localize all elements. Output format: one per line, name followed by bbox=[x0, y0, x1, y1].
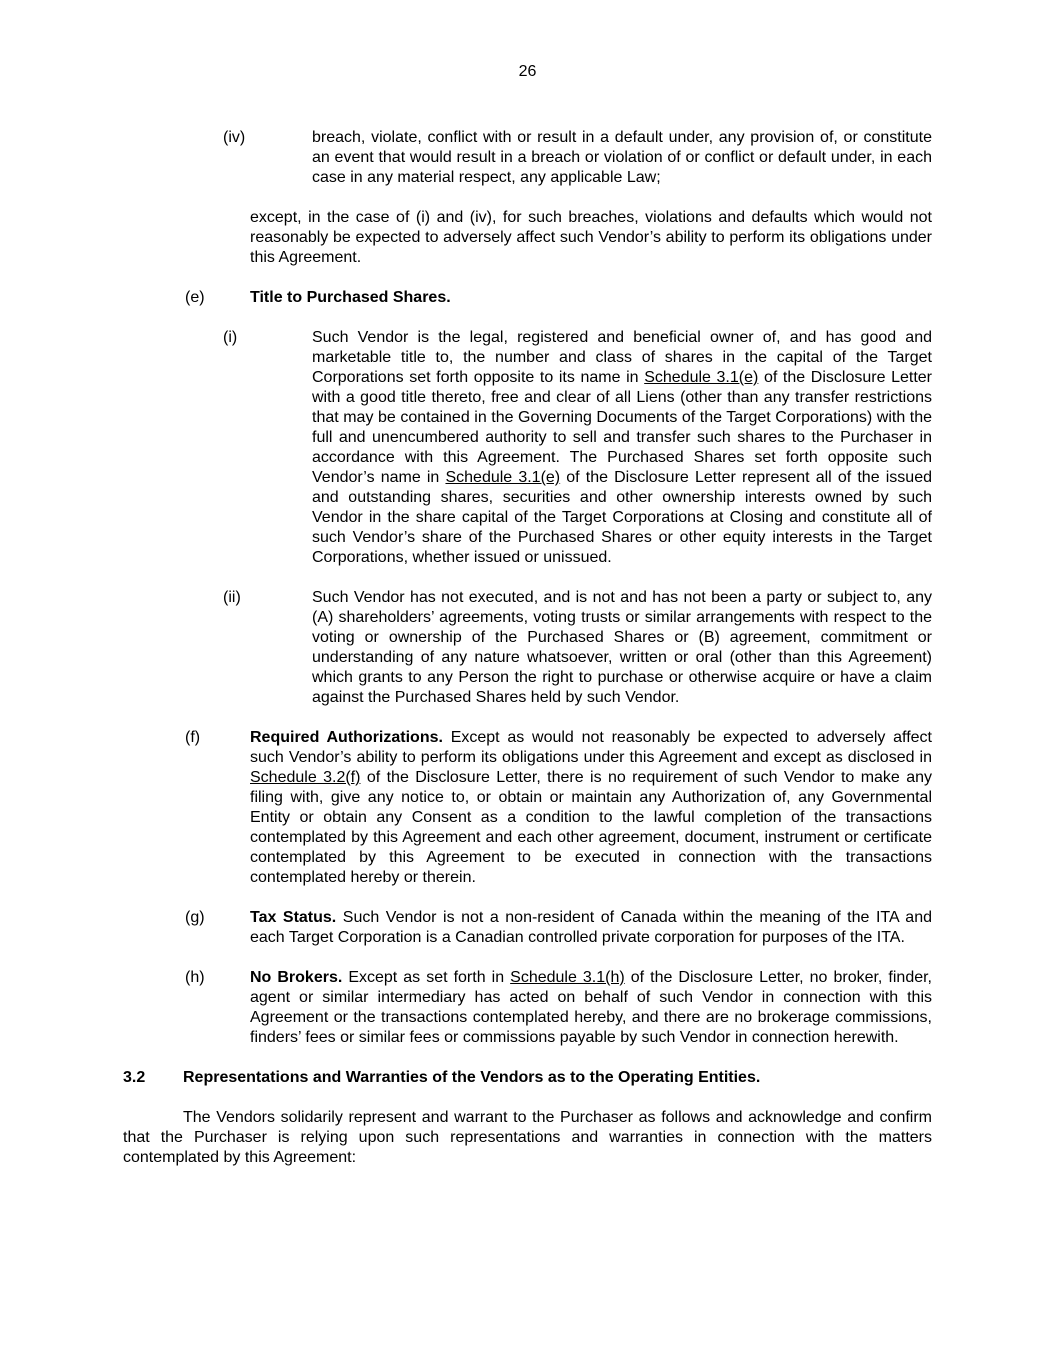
clause-g-text: Tax Status. Such Vendor is not a non-resident of Canada within the meaning of the ITA and each Target Corporation is a Canadian controlled private corporation for purposes of the ITA. bbox=[250, 909, 932, 946]
clause-h bbox=[123, 968, 932, 1048]
exception-paragraph bbox=[123, 208, 932, 268]
clause-e-ii bbox=[123, 588, 932, 708]
clause-g-label: (g) bbox=[185, 909, 205, 926]
clause-h-text: No Brokers. Except as set forth in Schedule 3.1(h) of the Disclosure Letter, no broker, finder, agent or similar intermediary has acted on behalf of such Vendor in connection with this Agreement or the transactions contemplated hereby, and there are no brokerage commissions, finders’ fees or similar fees or commissions payable by such Vendor in connection herewith. bbox=[250, 969, 933, 1046]
clause-e-heading bbox=[123, 288, 932, 308]
clause-e-ii-label: (ii) bbox=[223, 589, 241, 606]
clause-g bbox=[123, 908, 932, 948]
clause-f-text: Required Authorizations. Except as would not reasonably be expected to adversely affect such Vendor’s ability to perform its obligations under this Agreement and except as disclosed in Schedule 3.2(f) of the Disclosure Letter, there is no requirement of such Vendor to make any filing with, give any notice to, or obtain or maintain any Authorization of, any Governmental Entity or obtain any Consent as a condition to the lawful completion of the transactions contemplated by this Agreement and each other agreement, document, instrument or certificate contemplated by this Agreement to be executed in connection with the transactions contemplated hereby or therein. bbox=[250, 729, 933, 886]
section-3-2-number: 3.2 bbox=[123, 1069, 146, 1086]
clause-e-i-label: (i) bbox=[223, 329, 238, 346]
clause-f-label: (f) bbox=[185, 729, 201, 746]
exception-paragraph-text: except, in the case of (i) and (iv), for such breaches, violations and defaults which would not reasonably be expected to adversely affect such Vendor’s ability to perform its obligations under this Agreement. bbox=[250, 209, 932, 266]
clause-e-i bbox=[123, 328, 932, 568]
clause-iv-text: breach, violate, conflict with or result in a default under, any provision of, or constitute an event that would result in a breach or violation of or conflict or default under, in each case in any material respect, any applicable Law; bbox=[312, 129, 932, 186]
clause-iv bbox=[123, 128, 932, 188]
page-number: 26 bbox=[518, 63, 537, 80]
intro-paragraph bbox=[123, 1108, 932, 1168]
clause-e-i-text: Such Vendor is the legal, registered and beneficial owner of, and has good and marketable title to, the number and class of shares in the capital of the Target Corporations set forth opposite to its name in Schedule 3.1(e) of the Disclosure Letter with a good title thereto, free and clear of all Liens (other than any transfer restrictions that may be contained in the Governing Documents of the Target Corporations) with the full and unencumbered authority to sell and transfer such shares to the Purchaser in accordance with this Agreement. The Purchased Shares set forth opposite such Vendor’s name in Schedule 3.1(e) of the Disclosure Letter represent all of the issued and outstanding shares, securities and other ownership interests owned by such Vendor in the share capital of the Target Corporations at Closing and constitute all of such Vendor’s share of the Purchased Shares or other equity interests in the Target Corporations, whether issued or unissued. bbox=[312, 329, 932, 566]
clause-e-label: (e) bbox=[185, 289, 205, 306]
clause-e-title: Title to Purchased Shares. bbox=[250, 289, 451, 306]
clause-f bbox=[123, 728, 932, 888]
section-3-2-heading bbox=[123, 1068, 932, 1088]
clause-h-label: (h) bbox=[185, 969, 205, 986]
section-3-2-title: Representations and Warranties of the Vendors as to the Operating Entities. bbox=[183, 1069, 761, 1086]
clause-e-ii-text: Such Vendor has not executed, and is not and has not been a party or subject to, any (A) shareholders’ agreements, voting trusts or similar arrangements with respect to the voting or ownership of the Purchased Shares or (B) agreement, commitment or understanding of any nature whatsoever, written or oral (other than this Agreement) which grants to any Person the right to purchase or otherwise acquire or have a claim against the Purchased Shares held by such Vendor. bbox=[312, 589, 932, 706]
intro-paragraph-text: The Vendors solidarily represent and warrant to the Purchaser as follows and acknowledge and confirm that the Purchaser is relying upon such representations and warranties in connection with the matters contemplated by this Agreement: bbox=[123, 1109, 932, 1166]
clause-iv-label: (iv) bbox=[223, 129, 246, 146]
